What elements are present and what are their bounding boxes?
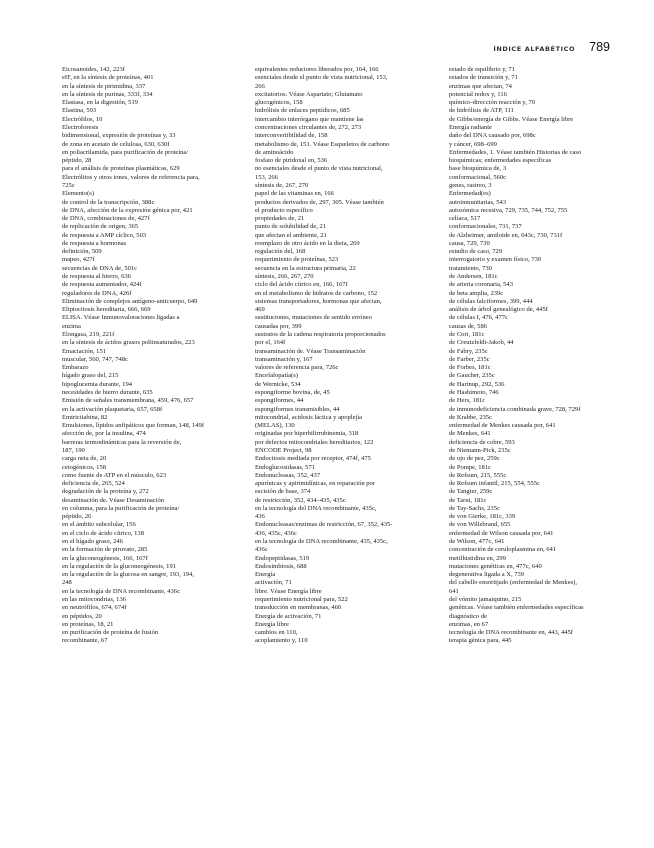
index-entry: punto de solubilidad de, 21 — [255, 223, 327, 231]
index-entry: carga neta de, 20 — [62, 455, 107, 463]
index-entry: péptido, 28 — [62, 157, 92, 165]
running-title: ÍNDICE ALFABÉTICO — [493, 45, 576, 53]
index-entry: 436c — [255, 546, 268, 554]
index-entry: activación, 71 — [255, 579, 292, 587]
index-entry: en la regulación de la glucosa en sangre, 193, 194, — [62, 571, 194, 579]
index-entry: 266 — [255, 82, 265, 90]
index-entry: Endocitosis mediada por receptor, 474f, 475 — [255, 455, 371, 463]
index-entry: 153, 266 — [255, 173, 278, 181]
index-entry: de beta amplia, 239c — [449, 289, 504, 297]
index-entry: químico-dirección reacción y, 70 — [449, 99, 536, 107]
index-entry: para el análisis de proteínas plasmáticas, 629 — [62, 165, 180, 173]
index-entry: transaminación de. Véase Transaminación — [255, 347, 366, 355]
index-entry: tratamiento, 730 — [449, 264, 492, 272]
index-entry: fosfato de piridoxal en, 536 — [255, 157, 328, 165]
index-entry: de aminoácido — [255, 148, 294, 156]
index-entry: de Gaucher, 235c — [449, 372, 495, 380]
index-entry: productos derivados de, 297, 305. Véase también — [255, 198, 384, 206]
index-entry: en el ámbito subcelular, 156 — [62, 521, 136, 529]
index-entry: cambios en 110, — [255, 629, 298, 637]
index-entry: Enfermedad(es) — [449, 190, 491, 198]
index-entry: de restricción, 352, 434–435, 435c — [255, 496, 346, 504]
index-entry: de Refsum, 215, 555c — [449, 471, 507, 479]
index-entry: Encefalopatía(s) — [255, 372, 298, 380]
index-entry: degenerativa ligada a X, 739 — [449, 571, 525, 579]
index-entry: Electrófilos, 10 — [62, 115, 103, 123]
index-entry: interrogatorio y examen físico, 730 — [449, 256, 542, 264]
index-entry: de Fabry, 235c — [449, 347, 488, 355]
index-entry: Elongasa, 219, 221f — [62, 331, 115, 338]
index-entry: Elastasa, en la digestión, 519 — [62, 99, 138, 107]
index-entry: excitatorios. Véase Aspartato; Glutamato — [255, 90, 363, 98]
index-entry: daño del DNA causado por, 698c — [449, 132, 536, 140]
index-entry: de von Gierke, 181c, 339 — [449, 513, 516, 521]
index-entry: en péptidos, 20 — [62, 612, 102, 620]
index-entry: ENCODE Project, 98 — [255, 446, 312, 454]
index-entry: 187, 190 — [62, 446, 85, 454]
index-entry: en la gluconeogénesis, 166, 167f — [62, 554, 148, 562]
index-entry: barreras termodinámicas para la reversión de, — [62, 438, 182, 446]
index-entry: definición, 509 — [62, 248, 102, 256]
index-entry: Elastina, 593 — [62, 107, 97, 115]
index-entry: reguladores de DNA, 426f — [62, 289, 132, 297]
index-entry: autoinmunitarias, 543 — [449, 198, 507, 206]
index-entry: péptido, 26 — [62, 513, 92, 521]
index-entry: de células I, 476, 477c — [449, 314, 508, 322]
index-entry: conformacional, 560c — [449, 173, 507, 181]
index-entry: mutaciones genéticas en, 477c, 640 — [449, 562, 542, 570]
index-entry: Electroforesis — [62, 123, 99, 131]
index-entry: sistemas transportadores, hormonas que afectan, — [255, 297, 382, 305]
index-entry: intercambio interórgano que mantiene las — [255, 115, 364, 123]
index-entry: en la síntesis de ácidos grasos poliinsaturados, 223 — [62, 339, 195, 347]
index-entry: afección de, por la insulina, 474 — [62, 430, 146, 438]
index-entry: y cáncer, 698–699 — [449, 140, 497, 148]
index-entry: de arteria coronaria, 543 — [449, 281, 513, 289]
index-entry: Energía libre — [255, 620, 289, 628]
index-entry: terapia génica para, 445 — [449, 637, 512, 645]
index-entry: esenciales desde el punto de vista nutricional, 153, — [255, 74, 388, 82]
index-entry: celíaca, 517 — [449, 215, 481, 223]
index-entry: de ojo de pez, 259c — [449, 455, 500, 463]
index-entry: genes, rastreo, 3 — [449, 181, 492, 189]
index-entry: cetogénicos, 158 — [62, 463, 106, 471]
index-entry: reemplazo de otro ácido en la dieta, 269 — [255, 239, 360, 247]
page-header — [493, 40, 610, 54]
index-entry: papel de las vitaminas en, 166 — [255, 190, 334, 198]
index-entry: muscular, 560, 747, 748c — [62, 355, 128, 363]
index-entry: valores de referencia para, 726c — [255, 364, 339, 372]
index-entry: Emisión de señales transmembrana, 459, 476, 657 — [62, 397, 194, 405]
index-entry: deficiencia de cobre, 593 — [449, 438, 515, 446]
index-entry: genéticas. Véase también enfermedades específicas — [449, 604, 584, 612]
index-entry: de Pompe, 181c — [449, 463, 492, 471]
index-entry: que afectan el ambiente, 21 — [255, 231, 327, 239]
index-entry: de Wilson, 477c, 641 — [449, 538, 505, 546]
index-column-right — [449, 66, 631, 646]
index-entry: requerimiento nutricional para, 522 — [255, 596, 348, 603]
index-entry: concentración de ceruloplasmina en, 641 — [449, 546, 557, 554]
index-column-middle — [255, 66, 437, 646]
index-entry: escisión de base, 374 — [255, 488, 311, 496]
index-entry: estado de equilibrio y, 71 — [449, 66, 515, 73]
index-entry: hipoglucemia durante, 194 — [62, 380, 132, 388]
index-entry: en poliacrilamida, para purificación de proteína/ — [62, 148, 189, 156]
index-entry: como fuente de ATP en el músculo, 623 — [62, 471, 167, 479]
index-entry: en la tecnología de DNA recombinante, 436c — [62, 587, 180, 595]
index-entry: 725c — [62, 181, 75, 189]
index-entry: de Forbes, 181c — [449, 364, 491, 372]
index-entry: sustituciones, mutaciones de sentido erróneo — [255, 314, 372, 322]
index-entry: análisis de árbol genealógico de, 445f — [449, 306, 548, 314]
index-entry: mitocondrial, acidosis láctica y apoplejía — [255, 413, 363, 421]
index-entry: secuencias de DNA de, 501c — [62, 264, 138, 272]
index-entry: secuencia en la estructura primaria, 22 — [255, 264, 356, 272]
index-entry: de replicación de origen, 365 — [62, 223, 139, 231]
index-entry: causadas por, 399 — [255, 322, 302, 330]
index-entry: necesidades de hierro durante, 635 — [62, 388, 153, 396]
index-entry: hidrólisis de enlaces peptídicos, 685 — [255, 107, 350, 115]
index-entry: del vómito jamaiquino, 215 — [449, 596, 522, 603]
index-entry: en la tecnología de DNA recombinante, 435, 435c, — [255, 538, 388, 546]
index-entry: metilhistidina en, 299 — [449, 554, 506, 562]
index-entry: recombinante, 67 — [62, 637, 108, 645]
index-entry: espongiformes, 44 — [255, 397, 304, 405]
index-entry: de respuesta a AMP cíclico, 503 — [62, 231, 147, 239]
index-entry: de Cori, 181c — [449, 331, 485, 338]
index-entry: de Tarui, 181c — [449, 496, 487, 504]
index-entry: mapeo, 427f — [62, 256, 95, 264]
index-entry: apurínicas y apirimidínicas, en reparación por — [255, 480, 375, 488]
index-entry: Eliptocitosis hereditaria, 666, 669 — [62, 306, 151, 314]
index-entry: Energía — [255, 571, 276, 579]
index-entry: de DNA, afección de la expresión génica por, 421 — [62, 206, 193, 214]
index-entry: bidimensional, expresión de proteínas y, 33 — [62, 132, 176, 140]
index-entry: Endoglucosidasas, 571 — [255, 463, 316, 471]
index-entry: Eliminación de complejos antígeno-anticuerpo, 649 — [62, 297, 198, 305]
index-entry: potencial redox y, 116 — [449, 90, 507, 98]
index-entry: enfermedad de Menkes causada por, 641 — [449, 422, 556, 430]
index-entry: Elemento(s) — [62, 190, 94, 198]
index-entry: propiedades de, 21 — [255, 215, 305, 223]
index-entry: espongiforme bovina, de, 45 — [255, 388, 330, 396]
index-entry: 641 — [449, 587, 459, 595]
index-entry: de Alzheimer, amiloide en, 643c, 730, 731f — [449, 231, 563, 239]
index-entry: de Andersen, 181c — [449, 273, 498, 281]
index-entry: Endosimbiosis, 688 — [255, 562, 307, 570]
index-entry: de Menkes, 641 — [449, 430, 491, 438]
index-entry: en proteínas, 18, 21 — [62, 620, 114, 628]
index-entry: degradación de la proteína y, 272 — [62, 488, 149, 496]
index-entry: en la activación plaquetaria, 657, 658f — [62, 405, 163, 413]
index-entry: tecnología de DNA recombinante en, 443, 445f — [449, 629, 573, 637]
index-entry: de respuesta aumentador, 424f — [62, 281, 142, 289]
index-entry: Emtricitabina, 82 — [62, 413, 108, 421]
index-entry: autosómica recesiva, 729, 735, 744, 752, 755 — [449, 206, 568, 214]
index-entry: Emulsiones, lípidos anfipáticos que forman, 148, 149f — [62, 422, 205, 430]
index-entry: concentraciones circulantes de, 272, 273 — [255, 123, 362, 131]
index-entry: bioquímicas; enfermedades específicas — [449, 157, 552, 165]
index-entry: en neutrófilos, 674, 674f — [62, 604, 127, 612]
index-entry: en la síntesis de pirimidina, 337 — [62, 82, 146, 90]
index-entry: de hidrólisis de ATP, 111 — [449, 107, 514, 115]
page-number: 789 — [589, 40, 610, 54]
index-entry: de células falciformes, 399, 444 — [449, 297, 533, 305]
index-entry: de Farber, 235c — [449, 355, 490, 363]
index-entry: en la regulación de la gluconeogénesis, 191 — [62, 562, 176, 570]
index-entry: enfermedad de Wilson causada por, 641 — [449, 529, 554, 537]
index-entry: Eicosanoides, 142, 223f — [62, 66, 125, 73]
index-entry: de Tay-Sachs, 235c — [449, 504, 500, 512]
index-entry: regulación del, 168 — [255, 248, 306, 256]
index-entry: en la tecnología del DNA recombinante, 435c, — [255, 504, 377, 512]
index-entry: Emaciación, 151 — [62, 347, 106, 355]
index-entry: síntesis de, 267, 270 — [255, 181, 309, 189]
index-entry: de Gibbs/energía de Gibbs. Véase Energía libre — [449, 115, 574, 123]
index-entry: Endopeptidasas, 519 — [255, 554, 310, 562]
index-entry: ELISA. Véase Inmunovaloraciones ligadas a — [62, 314, 180, 322]
index-entry: de Tangier, 259c — [449, 488, 493, 496]
index-entry: de Hartnup, 292, 536 — [449, 380, 505, 388]
index-entry: acoplamiento y, 110 — [255, 637, 308, 645]
index-entry: interconvertibilidad de, 158 — [255, 132, 328, 140]
index-entry: de inmunodeficiencia combinada grave, 728, 729f — [449, 405, 581, 413]
index-entry: 469 — [255, 306, 265, 314]
index-entry: diagnóstico de — [449, 612, 487, 620]
index-entry: Energía de activación, 71 — [255, 612, 322, 620]
index-entry: Endonucleasas/enzimas de restricción, 67, 352, 435- — [255, 521, 393, 529]
index-entry: del cabello ensortijado (enfermedad de Menkes), — [449, 579, 577, 587]
index-entry: de Wernicke, 534 — [255, 380, 301, 388]
index-entry: requerimiento de proteínas, 523 — [255, 256, 339, 264]
index-entry: en el hígado graso, 246 — [62, 538, 123, 546]
index-entry: estudio de caso, 729 — [449, 248, 503, 256]
index-entry: por el, 164f — [255, 339, 286, 347]
index-entry: sustratos de la cadena respiratoria proporcionados — [255, 331, 386, 338]
index-entry: de DNA, combinaciones de, 427f — [62, 215, 150, 223]
index-entry: Endonucleasas, 352, 437 — [255, 471, 321, 479]
index-entry: de control de la transcripción, 388c — [62, 198, 155, 206]
index-entry: el producto específico — [255, 206, 313, 214]
index-entry: de respuesta al hierro, 636 — [62, 273, 131, 281]
index-entry: en las mitocondrias, 136 — [62, 596, 127, 603]
index-entry: en purificación de proteína de fusión — [62, 629, 159, 637]
index-entry: 436 — [255, 513, 265, 521]
index-entry: Embarazo — [62, 364, 89, 372]
index-entry: metabolismo de, 151. Véase Esqueletos de carbono — [255, 140, 390, 148]
index-entry: en la síntesis de purinas, 333f, 334 — [62, 90, 153, 98]
index-entry: por defectos mitocondriales hereditarios, 122 — [255, 438, 374, 446]
index-entry: conformacionales, 731, 737 — [449, 223, 522, 231]
index-entry: glucogénicos, 158 — [255, 99, 303, 107]
index-entry: de Creutzfeldt-Jakob, 44 — [449, 339, 514, 347]
index-entry: causa, 729, 730 — [449, 239, 490, 247]
index-entry: no esenciales desde el punto de vista nutricional, — [255, 165, 383, 173]
index-entry: hígado graso del, 215 — [62, 372, 119, 380]
index-entry: deficiencia de, 265, 524 — [62, 480, 125, 488]
index-column-left — [62, 66, 244, 646]
index-entry: de Refsum infantil, 215, 554, 555c — [449, 480, 540, 488]
index-entry: enzimas que afectan, 74 — [449, 82, 512, 90]
index-entry: 436, 435c, 436c — [255, 529, 297, 537]
index-entry: enzima — [62, 322, 81, 330]
index-entry: desaminación de. Véase Desaminación — [62, 496, 165, 504]
index-entry: eIF, en la síntesis de proteínas, 401 — [62, 74, 154, 82]
index-entry: de zona en acetato de celulosa, 630, 630f — [62, 140, 170, 148]
index-entry: de Hashimoto, 746 — [449, 388, 499, 396]
index-entry: transducción en membranas, 460 — [255, 604, 342, 612]
index-entry: estados de transición y, 71 — [449, 74, 518, 82]
index-entry: (MELAS), 130 — [255, 422, 295, 430]
index-entry: de respuesta a hormonas — [62, 239, 127, 247]
index-entry: equivalentes reductores liberados por, 164, 166 — [255, 66, 379, 73]
index-entry: espongiformes transmisibles, 44 — [255, 405, 340, 413]
index-entry: en la formación de piruvato, 285 — [62, 546, 148, 554]
index-entry: Enfermedades, 1. Véase también Historias de caso — [449, 148, 582, 156]
index-entry: ciclo del ácido cítrico en, 166, 167f — [255, 281, 348, 289]
index-entry: en columna, para la purificación de proteína/ — [62, 504, 180, 512]
index-entry: de Niemann-Pick, 235c — [449, 446, 511, 454]
index-entry: enzimas, en 67 — [449, 620, 489, 628]
index-entry: transaminación y, 167 — [255, 355, 313, 363]
index-entry: originadas por hiperbilirrubinemia, 318 — [255, 430, 359, 438]
index-entry: de Krabbe, 235c — [449, 413, 493, 421]
index-entry: Energía radiante — [449, 123, 492, 131]
index-entry: 248 — [62, 579, 72, 587]
index-entry: libre. Véase Energía libre — [255, 587, 322, 595]
index-entry: causas de, 586 — [449, 322, 487, 330]
index-entry: síntesis, 266, 267, 270 — [255, 273, 314, 281]
index-entry: Electrólitos y otros iones, valores de referencia para, — [62, 173, 200, 181]
index-entry: de Hers, 181c — [449, 397, 486, 405]
index-entry: en el ciclo de ácido cítrico, 138 — [62, 529, 144, 537]
index-entry: en el metabolismo de hidratos de carbono, 152 — [255, 289, 378, 297]
index-entry: de von Willebrand, 655 — [449, 521, 511, 529]
index-entry: base bioquímica de, 3 — [449, 165, 507, 173]
